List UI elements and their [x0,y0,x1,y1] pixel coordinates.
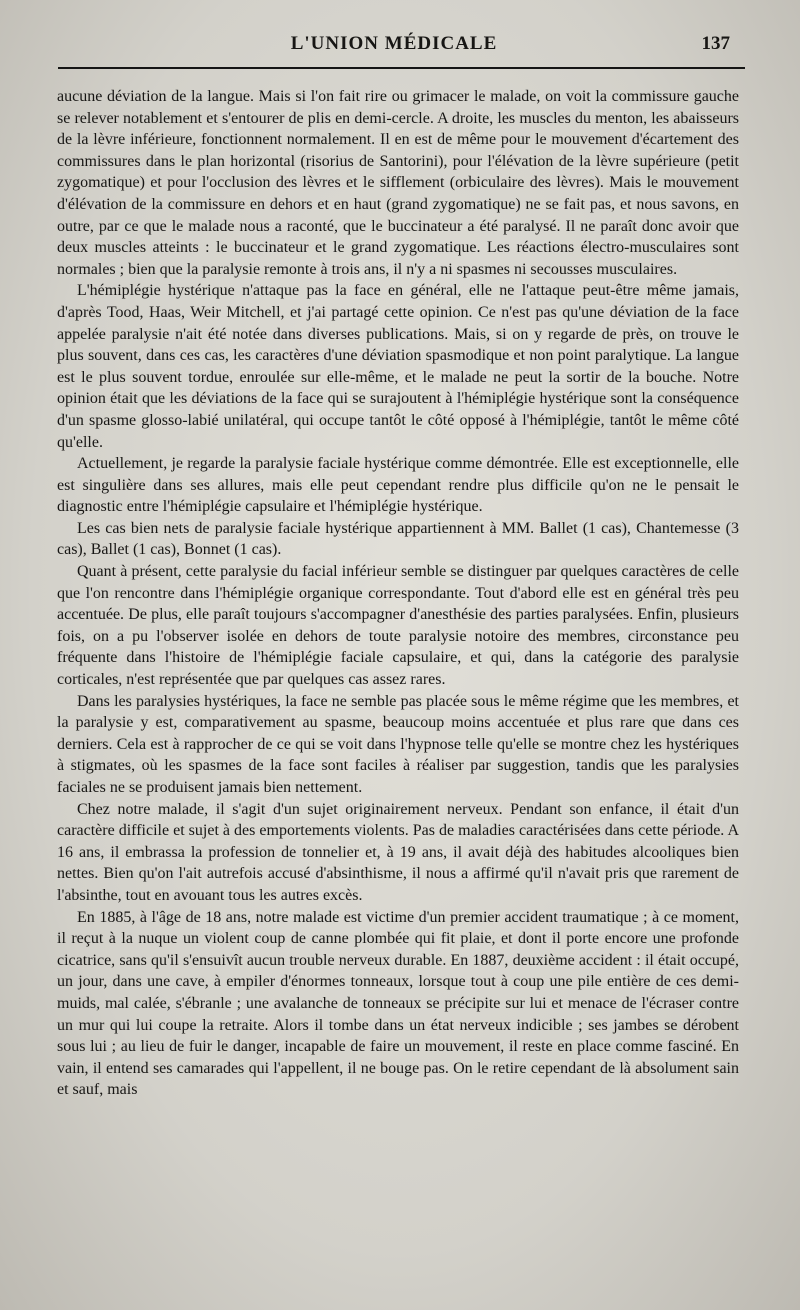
paragraph: Les cas bien nets de paralysie faciale hystérique appartiennent à MM. Ballet (1 cas), Chantemesse (3 cas), Ballet (1 cas), Bonnet (1 cas). [57,519,739,559]
body-text [57,86,739,1101]
header-rule [58,67,745,69]
paragraph: Chez notre malade, il s'agit d'un sujet originairement nerveux. Pendant son enfance, il était d'un caractère difficile et sujet à des emportements violents. Pas de maladies caractérisées dans cette période. A 16 ans, il embrassa la profession de tonnelier et, à 19 ans, il avait déjà des habitudes alcooliques bien nettes. Bien qu'on l'ait autrefois accusé d'absinthisme, il nous a affirmé qu'il n'avait pris que rarement de l'absinthe, tout en avouant tous les autres excès. [57,800,739,904]
paragraph: L'hémiplégie hystérique n'attaque pas la face en général, elle ne l'attaque peut-être même jamais, d'après Tood, Haas, Weir Mitchell, et j'ai partagé cette opinion. Ce n'est pas qu'une déviation de la face appelée paralysie n'ait été notée dans diverses publications. Mais, si on y regarde de près, on trouve le plus souvent, dans ces cas, les caractères d'une déviation spasmodique et non point paralytique. La langue est le plus souvent tordue, enroulée sur elle-même, et le malade ne peut la sortir de la bouche. Notre opinion était que les déviations de la face qui se surajoutent à l'hémiplégie hystérique sont la conséquence d'un spasme glosso-labié unilatéral, qui occupe tantôt le côté opposé à l'hémiplégie, tantôt le même côté qu'elle. [57,282,739,451]
paragraph: Quant à présent, cette paralysie du facial inférieur semble se distinguer par quelques caractères de celle que l'on rencontre dans l'hémiplégie organique correspondante. Tout d'abord elle est en général très peu accentuée. De plus, elle paraît toujours s'accompagner d'anesthésie des parties paralysées. Enfin, plusieurs fois, on a pu l'observer isolée en dehors de toute paralysie notoire des membres, circonstance peu fréquente dans l'histoire de l'hémiplégie faciale capsulaire, et qui, dans la catégorie des paralysie corticales, n'est représentée que par quelques cas assez rares. [57,563,739,689]
paragraph: aucune déviation de la langue. Mais si l'on fait rire ou grimacer le malade, on voit la commissure gauche se relever notablement et s'entourer de plis en demi-cercle. A droite, les muscles du menton, les abaisseurs de la lèvre inférieure, fonctionnent normalement. Il en est de même pour le mouvement d'écartement des commissures dans le plan horizontal (risorius de Santorini), pour l'élévation de la lèvre supérieure (petit zygomatique) et pour l'occlusion des lèvres et le sifflement (orbiculaire des lèvres). Mais le mouvement d'élévation de la commissure en dehors et en haut (grand zygomatique) ne se fait pas, et nous savons, en outre, par ce que le malade nous a raconté, que le buccinateur a été paralysé. Il ne paraît donc avoir que deux muscles atteints : le buccinateur et le grand zygomatique. Les réactions électro-musculaires sont normales ; bien que la paralysie remonte à trois ans, il n'y a ni spasmes ni secousses musculaires. [57,88,739,278]
paragraph: En 1885, à l'âge de 18 ans, notre malade est victime d'un premier accident traumatique ; à ce moment, il reçut à la nuque un violent coup de canne plombée qui fit plaie, et dont il porte encore une profonde cicatrice, sans qu'il s'ensuivît aucun trouble nerveux durable. En 1887, deuxième accident : il était occupé, un jour, dans une cave, à empiler d'énormes tonneaux, lorsque tout à coup une pile entière de ces demi-muids, mal calée, s'ébranle ; une avalanche de tonneaux se précipite sur lui et menace de l'écraser contre un mur qui lui coupe la retraite. Alors il tombe dans un état nerveux indicible ; ses jambes se dérobent sous lui ; au lieu de fuir le danger, incapable de faire un mouvement, il reste en place comme fasciné. En vain, il entend ses camarades qui l'appellent, il ne bouge pas. On le retire cependant de là absolument sain et sauf, mais [57,908,739,1099]
page-header [58,33,730,63]
paragraph: Actuellement, je regarde la paralysie faciale hystérique comme démontrée. Elle est exceptionnelle, elle est singulière dans ses allures, mais elle peut cependant rendre plus difficile qu'on ne le pensait le diagnostic entre l'hémiplégie capsulaire et l'hémiplégie hystérique. [57,455,739,516]
page-number: 137 [701,33,730,54]
running-head: L'UNION MÉDICALE [290,33,498,54]
paragraph: Dans les paralysies hystériques, la face ne semble pas placée sous le même régime que les membres, et la paralysie y est, comparativement au spasme, beaucoup moins accentuée et plus rare que dans ces derniers. Cela est à rapprocher de ce qui se voit dans l'hypnose telle qu'elle se montre chez les hystériques à stigmates, où les spasmes de la face sont faciles à réaliser par suggestion, tandis que les paralysies faciales ne se produisent jamais bien nettement. [57,692,739,796]
